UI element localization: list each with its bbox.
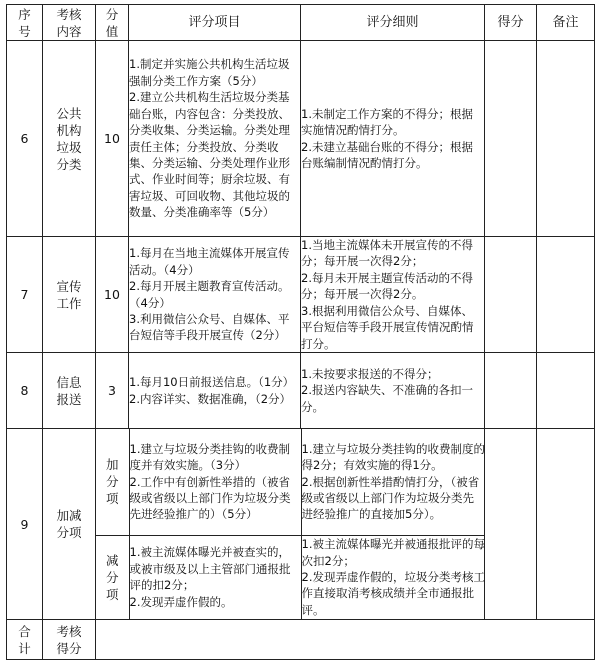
row-content: 公共 机构 垃圾 分类 — [43, 41, 96, 237]
row-got — [485, 237, 537, 353]
row-content: 宣传 工作 — [43, 237, 96, 353]
table-row — [7, 353, 595, 429]
total-row — [7, 620, 595, 660]
header-content: 考核 内容 — [43, 5, 96, 41]
row-item: 1.每月10日前报送信息。（1分） 2.内容详实、数据准确，（2分） — [129, 353, 301, 429]
header-row — [7, 5, 595, 41]
total-value — [96, 620, 595, 660]
deduction-item: 1.被主流媒体曝光并被查实的，或被市级及以上主管部门通报批评的扣2分； 2.发现弄虚作假的。 — [129, 535, 301, 619]
header-seq: 序 号 — [7, 5, 43, 41]
row-seq: 6 — [7, 41, 43, 237]
row-seq: 8 — [7, 353, 43, 429]
row-note — [537, 41, 595, 237]
row-note — [537, 237, 595, 353]
header-item: 评分项目 — [129, 5, 301, 41]
row-note — [537, 353, 595, 429]
deduction-row — [96, 535, 485, 619]
row-seq: 9 — [7, 429, 43, 620]
header-got: 得分 — [485, 5, 537, 41]
row-item: 1.每月在当地主流媒体开展宣传活动。（4分） 2.每月开展主题教育宣传活动。（4分） 3.利用微信公众号、自媒体、平台短信等手段开展宣传（2分） — [129, 237, 301, 353]
header-rule: 评分细则 — [301, 5, 485, 41]
deduction-label: 减 分 项 — [96, 535, 129, 619]
adjustment-subtable-cell — [96, 429, 485, 620]
deduction-rule: 1.被主流媒体曝光并被通报批评的每次扣2分； 2.发现弄虚作假的，垃圾分类考核工作直接取消考核成绩并全市通报批评。 — [301, 535, 485, 619]
total-seq: 合 计 — [7, 620, 43, 660]
row-rule: 1.当地主流媒体未开展宣传的不得分；每开展一次得2分； 2.每月未开展主题宣传活动的不得分；每开展一次得2分。 3.根据利用微信公众号、自媒体、平台短信等手段开展宣传情况酌情打分。 — [301, 237, 485, 353]
table-row — [7, 237, 595, 353]
header-score: 分 值 — [96, 5, 129, 41]
row-content: 信息 报送 — [43, 353, 96, 429]
bonus-rule: 1.建立与垃圾分类挂钩的收费制度的得2分；有效实施的得1分。 2.根据创新性举措酌情打分，（被省级或省级以上部门作为垃圾分类先进经验推广的直接加5分）。 — [301, 429, 485, 535]
row-rule: 1.未按要求报送的不得分； 2.报送内容缺失、不准确的各扣一分。 — [301, 353, 485, 429]
row-seq: 7 — [7, 237, 43, 353]
row-got — [485, 353, 537, 429]
header-note: 备注 — [537, 5, 595, 41]
scoring-table-page — [6, 4, 594, 668]
row-got — [485, 429, 537, 620]
adjustment-subtable — [96, 429, 485, 619]
table-row — [7, 41, 595, 237]
row-rule: 1.未制定工作方案的不得分；根据实施情况酌情打分。 2.未建立基础台账的不得分；根据台账编制情况酌情打分。 — [301, 41, 485, 237]
row-score: 10 — [96, 237, 129, 353]
total-content: 考核 得分 — [43, 620, 96, 660]
row-got — [485, 41, 537, 237]
row-item: 1.制定并实施公共机构生活垃圾强制分类工作方案（5分） 2.建立公共机构生活垃圾分类基础台账，内容包含：分类投放、分类收集、分类运输。分类处理责任主体；分类投放、分类收集、分类运输、分类处理作业形式、作业时间等；厨余垃圾、有害垃圾、可回收物、其他垃圾的数量、分类准确率等（5分） — [129, 41, 301, 237]
table-row — [7, 429, 595, 620]
row-score: 3 — [96, 353, 129, 429]
bonus-row — [96, 429, 485, 535]
row-note — [537, 429, 595, 620]
scoring-table — [6, 4, 595, 660]
bonus-label: 加 分 项 — [96, 429, 129, 535]
row-content: 加减 分项 — [43, 429, 96, 620]
bonus-item: 1.建立与垃圾分类挂钩的收费制度并有效实施。（3分） 2.工作中有创新性举措的（被省级或省级以上部门作为垃圾分类先进经验推广的）（5分） — [129, 429, 301, 535]
row-score: 10 — [96, 41, 129, 237]
